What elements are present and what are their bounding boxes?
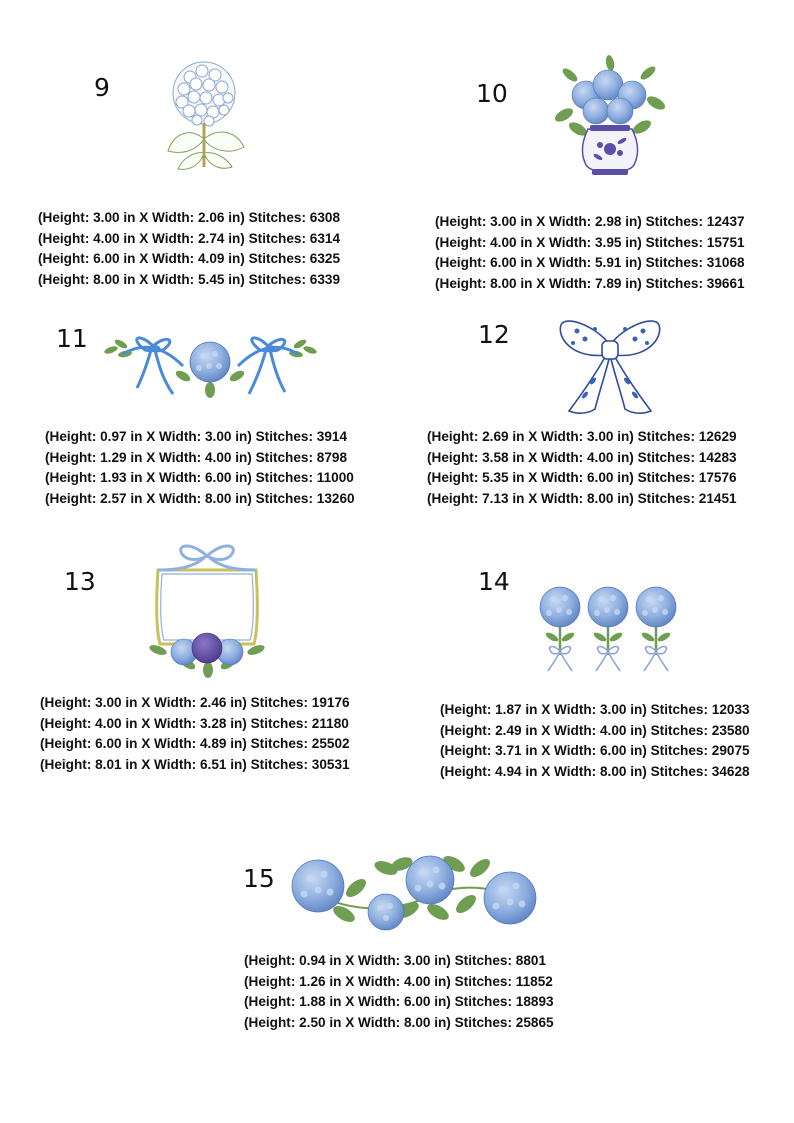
spec-list-14 bbox=[440, 700, 750, 782]
spec-list-13 bbox=[40, 693, 350, 775]
spec-line: (Height: 1.29 in X Width: 4.00 in) Stitches: 8798 bbox=[45, 449, 348, 465]
spec-list-12 bbox=[427, 427, 737, 509]
spec-list-9 bbox=[38, 208, 340, 290]
spec-line: (Height: 8.01 in X Width: 6.51 in) Stitches: 30531 bbox=[40, 756, 350, 772]
spec-list-10 bbox=[435, 212, 745, 294]
three-hydrangeas-icon bbox=[538, 585, 680, 675]
spec-list-15 bbox=[244, 951, 554, 1033]
hydrangea-vase-icon bbox=[550, 55, 670, 180]
spec-line: (Height: 2.57 in X Width: 8.00 in) Stitches: 13260 bbox=[45, 490, 355, 506]
spec-line: (Height: 3.00 in X Width: 2.46 in) Stitches: 19176 bbox=[40, 695, 350, 710]
design-number-13: 13 bbox=[64, 567, 96, 596]
hydrangea-stem-outline-icon bbox=[160, 55, 250, 175]
design-number-14: 14 bbox=[478, 567, 510, 596]
spec-line: (Height: 1.87 in X Width: 3.00 in) Stitches: 12033 bbox=[440, 702, 750, 717]
chinoiserie-bow-icon bbox=[555, 315, 665, 420]
spec-line: (Height: 2.50 in X Width: 8.00 in) Stitches: 25865 bbox=[244, 1014, 554, 1030]
bows-swag-icon bbox=[103, 332, 318, 407]
spec-line: (Height: 6.00 in X Width: 4.09 in) Stitches: 6325 bbox=[38, 251, 341, 266]
design-number-9: 9 bbox=[94, 73, 110, 102]
spec-line: (Height: 4.00 in X Width: 2.74 in) Stitches: 6314 bbox=[38, 230, 341, 246]
spec-line: (Height: 1.93 in X Width: 6.00 in) Stitches: 11000 bbox=[45, 470, 354, 485]
design-number-15: 15 bbox=[243, 864, 275, 893]
spec-line: (Height: 4.00 in X Width: 3.28 in) Stitches: 21180 bbox=[40, 715, 349, 731]
spec-line: (Height: 3.00 in X Width: 2.06 in) Stitches: 6308 bbox=[38, 210, 341, 225]
spec-line: (Height: 0.97 in X Width: 3.00 in) Stitches: 3914 bbox=[45, 429, 348, 444]
design-number-10: 10 bbox=[476, 79, 508, 108]
bow-frame-icon bbox=[148, 540, 266, 680]
spec-line: (Height: 6.00 in X Width: 4.89 in) Stitches: 25502 bbox=[40, 736, 350, 751]
spec-line: (Height: 2.69 in X Width: 3.00 in) Stitches: 12629 bbox=[427, 429, 737, 444]
spec-list-11 bbox=[45, 427, 355, 509]
spec-line: (Height: 8.00 in X Width: 5.45 in) Stitches: 6339 bbox=[38, 271, 341, 287]
spec-line: (Height: 2.49 in X Width: 4.00 in) Stitches: 23580 bbox=[440, 722, 750, 738]
spec-line: (Height: 7.13 in X Width: 8.00 in) Stitches: 21451 bbox=[427, 490, 737, 506]
spec-line: (Height: 0.94 in X Width: 3.00 in) Stitches: 8801 bbox=[244, 953, 547, 968]
spec-line: (Height: 1.88 in X Width: 6.00 in) Stitches: 18893 bbox=[244, 994, 554, 1009]
spec-line: (Height: 6.00 in X Width: 5.91 in) Stitches: 31068 bbox=[435, 255, 745, 270]
spec-line: (Height: 4.00 in X Width: 3.95 in) Stitches: 15751 bbox=[435, 234, 745, 250]
spec-line: (Height: 3.00 in X Width: 2.98 in) Stitches: 12437 bbox=[435, 214, 745, 229]
spec-line: (Height: 8.00 in X Width: 7.89 in) Stitches: 39661 bbox=[435, 275, 745, 291]
design-number-12: 12 bbox=[478, 320, 510, 349]
spec-line: (Height: 5.35 in X Width: 6.00 in) Stitches: 17576 bbox=[427, 470, 737, 485]
spec-line: (Height: 1.26 in X Width: 4.00 in) Stitches: 11852 bbox=[244, 973, 553, 989]
design-number-11: 11 bbox=[56, 324, 88, 353]
spec-line: (Height: 3.58 in X Width: 4.00 in) Stitches: 14283 bbox=[427, 449, 737, 465]
spec-line: (Height: 4.94 in X Width: 8.00 in) Stitches: 34628 bbox=[440, 763, 750, 779]
spec-line: (Height: 3.71 in X Width: 6.00 in) Stitches: 29075 bbox=[440, 743, 750, 758]
hydrangea-garland-icon bbox=[290, 852, 538, 932]
